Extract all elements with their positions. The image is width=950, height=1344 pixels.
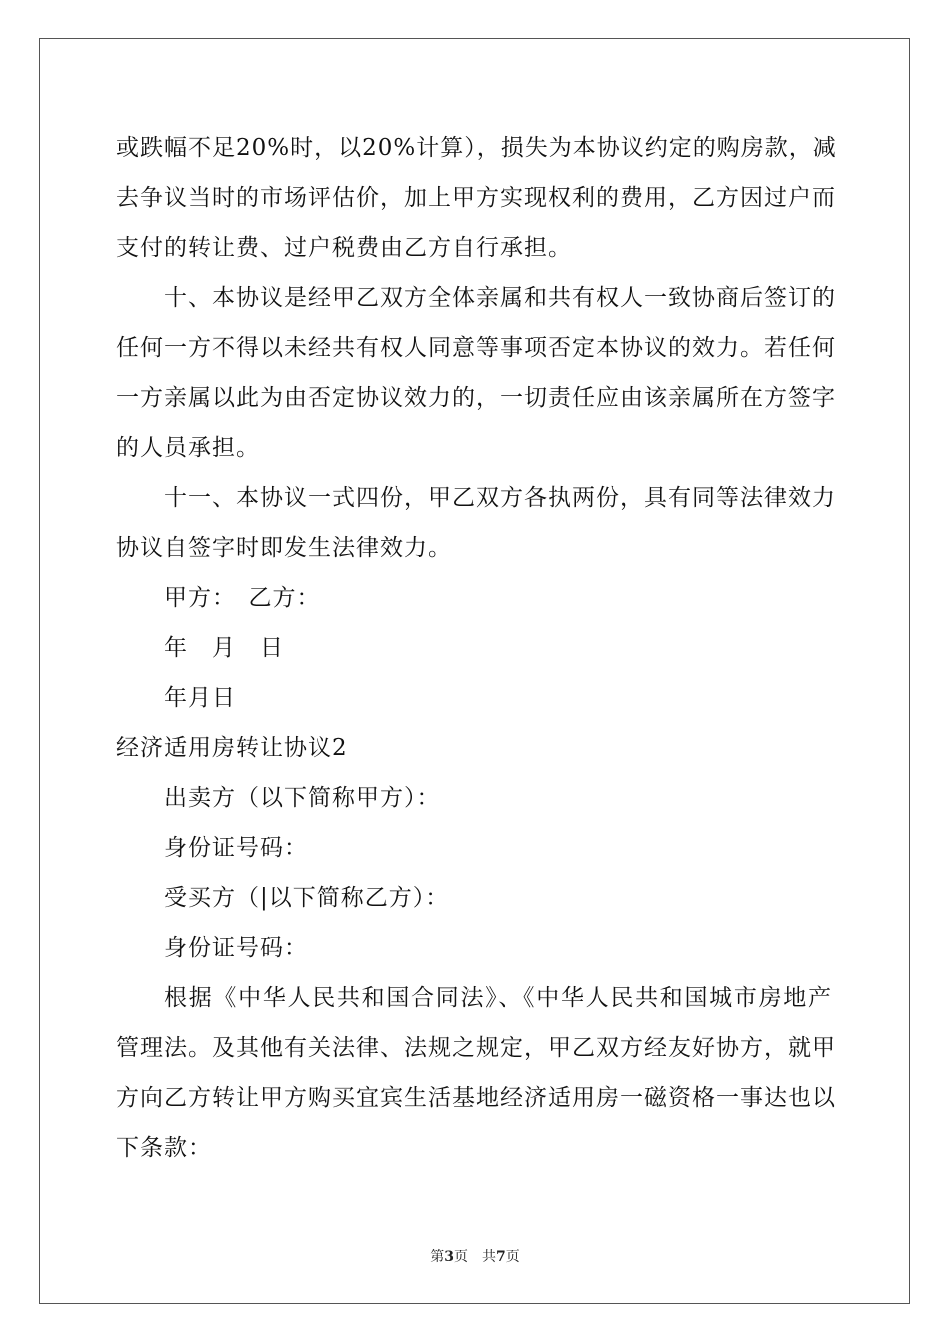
paragraph-line: 十一、本协议一式四份，甲乙双方各执两份，具有同等法律效力 <box>164 485 836 511</box>
total-suffix: 页 <box>505 1249 520 1265</box>
total-prefix: 共 <box>482 1249 496 1265</box>
paragraph-line: 协议自签字时即发生法律效力。 <box>116 535 452 561</box>
paragraph-line: 去争议当时的市场评估价，加上甲方实现权利的费用，乙方因过户而 <box>116 185 836 211</box>
id-number-line: 身份证号码： <box>164 935 308 961</box>
page-suffix: 页 <box>454 1249 468 1265</box>
paragraph-line: 根据《中华人民共和国合同法》、《中华人民共和国城市房地产 <box>164 985 832 1011</box>
signature-line: 甲方： 乙方： <box>164 585 321 611</box>
section-title: 经济适用房转让协议2 <box>116 735 348 761</box>
date-line: 年 月 日 <box>164 635 284 661</box>
page-prefix: 第 <box>430 1249 445 1265</box>
paragraph-line: 下条款： <box>116 1135 212 1161</box>
paragraph-line: 一方亲属以此为由否定协议效力的，一切责任应由该亲属所在方签字 <box>116 385 836 411</box>
seller-line: 出卖方（以下简称甲方）： <box>164 785 441 811</box>
document-body <box>116 123 837 1173</box>
buyer-line: 受买方（|以下简称乙方）： <box>164 885 450 911</box>
page-number: 3 <box>444 1249 454 1265</box>
paragraph-line: 任何一方不得以未经共有权人同意等事项否定本协议的效力。若任何 <box>116 335 836 361</box>
total-pages: 7 <box>496 1249 506 1265</box>
page-footer <box>0 1247 950 1267</box>
date-line: 年月日 <box>164 685 236 711</box>
paragraph-line: 管理法。及其他有关法律、法规之规定，甲乙双方经友好协方，就甲 <box>116 1035 836 1061</box>
paragraph-line: 或跌幅不足20%时，以20%计算），损失为本协议约定的购房款，减 <box>116 135 837 161</box>
paragraph-line: 的人员承担。 <box>116 435 260 461</box>
paragraph-line: 支付的转让费、过户税费由乙方自行承担。 <box>116 235 572 261</box>
paragraph-line: 十、本协议是经甲乙双方全体亲属和共有权人一致协商后签订的 <box>164 285 836 311</box>
id-number-line: 身份证号码： <box>164 835 308 861</box>
paragraph-line: 方向乙方转让甲方购买宜宾生活基地经济适用房一磁资格一事达也以 <box>116 1085 836 1111</box>
